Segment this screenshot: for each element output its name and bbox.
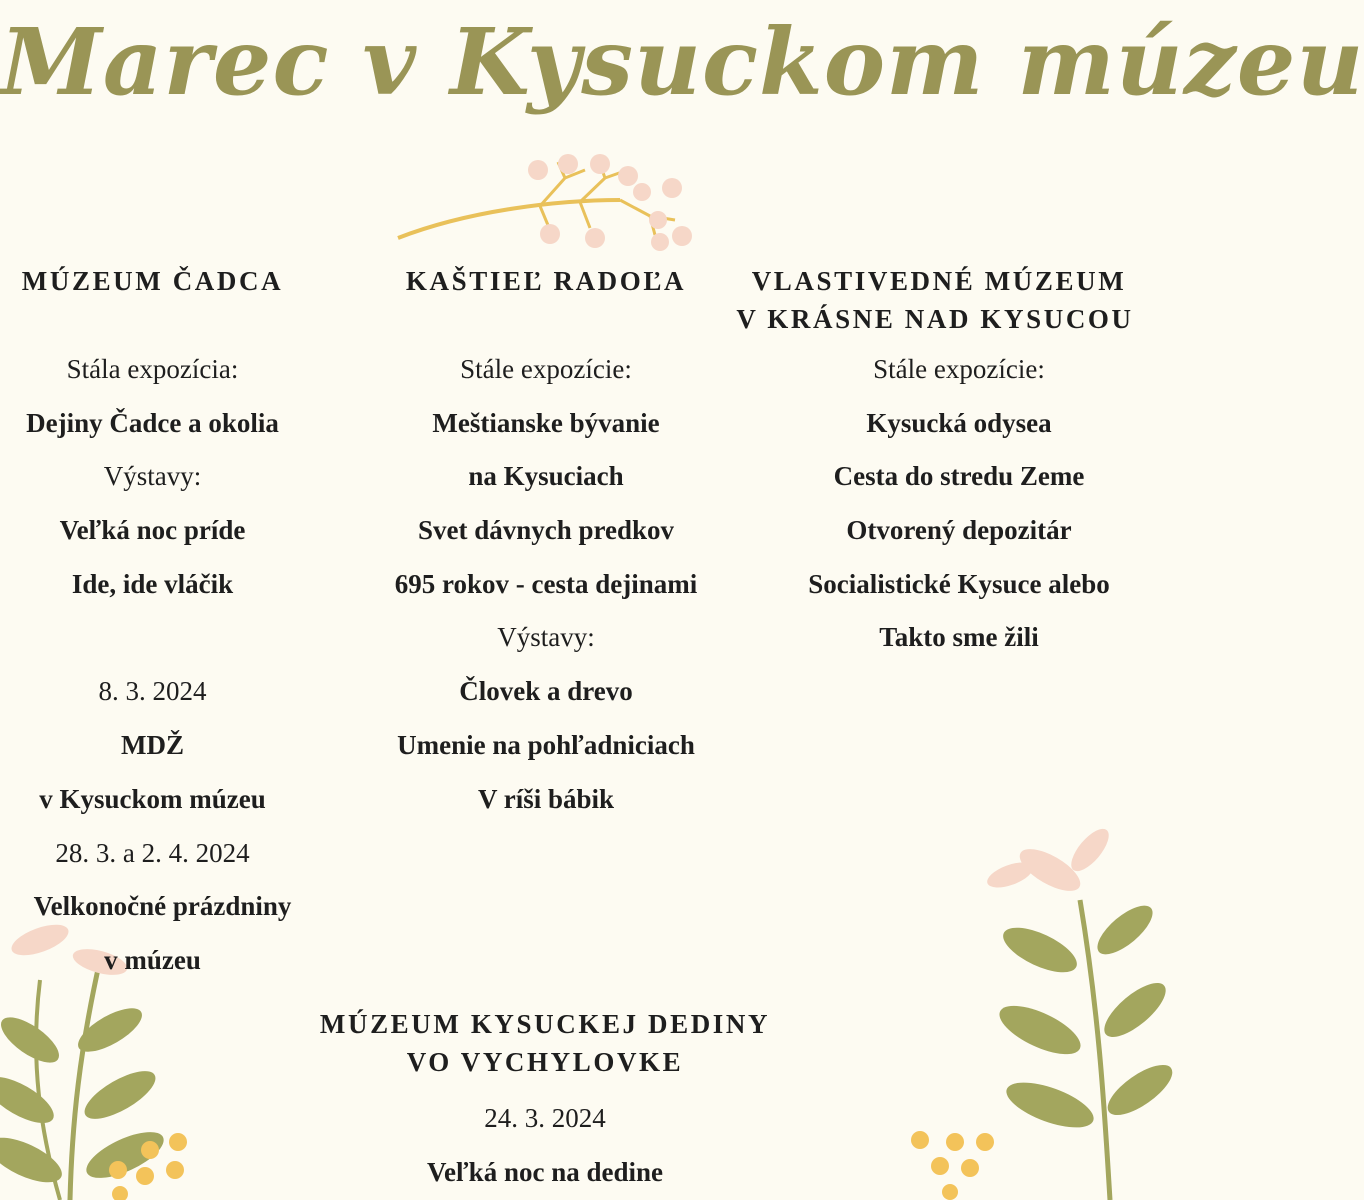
section-muzeum-kysuckej-dediny — [300, 0, 790, 1200]
list-item: V ríši bábik — [477, 784, 615, 814]
list-item: Kysucká odysea — [866, 408, 1052, 438]
list-item: Otvorený depozitár — [846, 515, 1072, 545]
list-item: 695 rokov - cesta dejinami — [394, 569, 698, 599]
list-item: Veľká noc na dedine — [427, 1157, 663, 1187]
list-item: v múzeu — [104, 945, 201, 975]
column-heading: V KRÁSNE NAD KYSUCOU — [736, 304, 1134, 334]
column-muzeum-cadca — [0, 0, 305, 1200]
event-date: 28. 3. a 2. 4. 2024 — [55, 838, 250, 868]
list-item: na Kysuciach — [468, 461, 624, 491]
event-date: 8. 3. 2024 — [98, 676, 207, 706]
column-vlastivedne-muzeum — [736, 0, 1150, 1200]
list-item: Človek a drevo — [459, 676, 633, 706]
column-heading: VLASTIVEDNÉ MÚZEUM — [751, 266, 1127, 296]
list-item: Ide, ide vláčik — [71, 569, 234, 599]
section-heading: VO VYCHYLOVKE — [406, 1047, 684, 1077]
section-label: Stále expozície: — [873, 354, 1045, 384]
event-date: 24. 3. 2024 — [484, 1103, 606, 1133]
column-heading: KAŠTIEĽ RADOĽA — [405, 266, 687, 296]
page-title: Marec v Kysuckom múzeu — [0, 8, 1364, 116]
list-item: Dejiny Čadce a okolia — [26, 408, 279, 438]
list-item: Takto sme žili — [879, 622, 1039, 652]
section-label: Stále expozície: — [460, 354, 632, 384]
list-item: Veľká noc príde — [59, 515, 246, 545]
list-item: Svet dávnych predkov — [417, 515, 675, 545]
list-item: MDŽ — [121, 730, 184, 760]
section-label: Výstavy: — [497, 622, 595, 652]
section-label: Stála expozícia: — [66, 354, 239, 384]
list-item: Umenie na pohľadniciach — [397, 730, 695, 760]
list-item: Meštianske bývanie — [432, 408, 660, 438]
section-heading: MÚZEUM KYSUCKEJ DEDINY — [319, 1009, 771, 1039]
column-heading: MÚZEUM ČADCA — [21, 266, 284, 296]
list-item: Velkonočné prázdniny — [33, 891, 292, 921]
list-item: Socialistické Kysuce alebo — [808, 569, 1110, 599]
list-item: v Kysuckom múzeu — [39, 784, 266, 814]
list-item: Cesta do stredu Zeme — [833, 461, 1085, 491]
section-label: Výstavy: — [103, 461, 202, 491]
